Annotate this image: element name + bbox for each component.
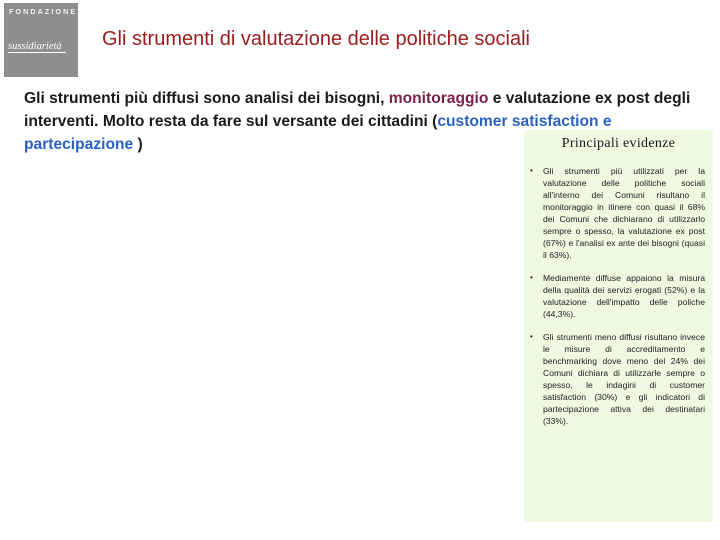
logo-top-text: FONDAZIONE (9, 9, 78, 16)
list-item (530, 331, 705, 427)
intro-highlight-customer: customer satisfaction e partecipazione (24, 113, 612, 153)
intro-text-3: ) (133, 136, 143, 153)
bullet-icon: • (530, 332, 533, 341)
foundation-logo (4, 3, 78, 77)
slide-title: Gli strumenti di valutazione delle politiche sociali (102, 28, 530, 50)
bullet-text: Gli strumenti più utilizzati per la valutazione delle politiche sociali all'interno dei Comuni risultano il monitoraggio in itinere con quasi il 68% dei Comuni che dichiarano di utilizzarlo sempre o spesso, la valutazione ex post (67%) e l'analisi ex ante dei bisogni (quasi il 63%). (543, 166, 705, 260)
bullet-text: Mediamente diffuse appaiono la misura della qualità dei servizi erogati (52%) e la valutazione dell'impatto delle poliche (44,3%). (543, 273, 705, 319)
bullet-text: Gli strumenti meno diffusi risultano invece le misure di accreditamento e benchmarking dove meno del 24% dei Comuni dichiara di utilizzarle sempre o spesso, le indagini di customer satisfaction (30%) e gli indicatori di partecipazione attiva dei destinatari (33%). (543, 332, 705, 426)
list-item (530, 272, 705, 320)
list-item (530, 165, 705, 261)
intro-highlight-monitoring: monitoraggio (388, 90, 489, 107)
bullet-icon: • (530, 166, 533, 175)
panel-title: Principali evidenze (561, 136, 676, 151)
intro-text-1: Gli strumenti più diffusi sono analisi dei bisogni, (24, 90, 389, 107)
bullet-icon: • (530, 273, 533, 282)
evidence-list (530, 165, 705, 438)
logo-script-text: sussidiarietà (8, 41, 66, 53)
evidence-panel (524, 130, 713, 522)
intro-text-2: e valutazione ex post degli interventi. Molto resta da fare sul versante dei cittadini ( (24, 90, 691, 130)
